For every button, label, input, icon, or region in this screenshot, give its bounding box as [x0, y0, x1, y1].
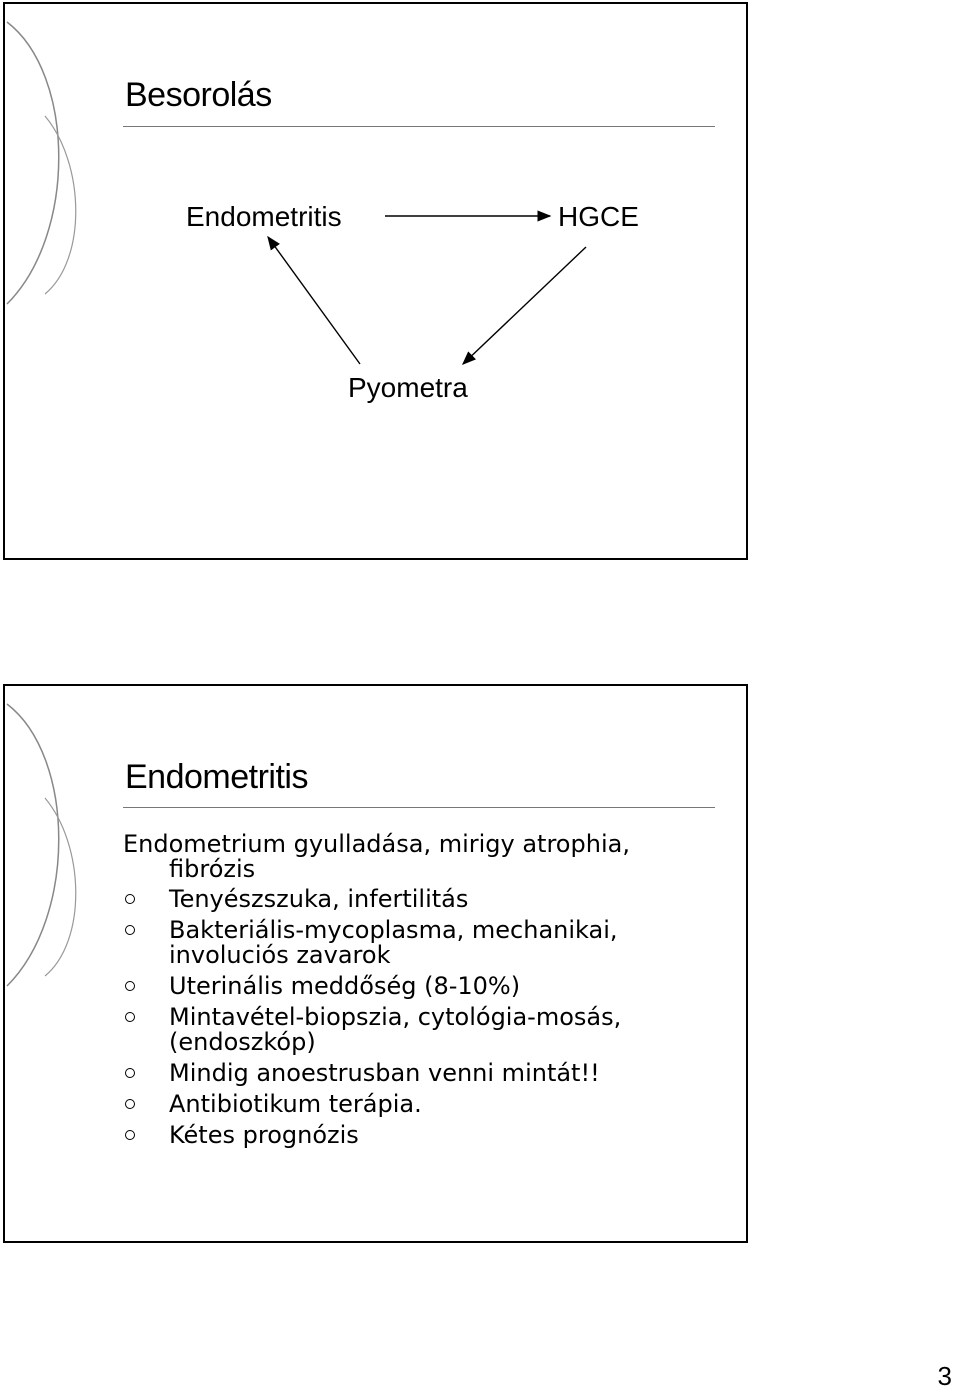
slide-title: Endometritis	[125, 758, 308, 796]
circle-bullet-icon	[125, 925, 135, 935]
slide-endometritis	[3, 684, 748, 1243]
circle-bullet-icon	[125, 894, 135, 904]
list-item: Antibiotikum terápia.	[123, 1092, 733, 1117]
list-item: Mindig anoestrusban venni mintát!!	[123, 1061, 733, 1086]
slide-besorolas	[3, 2, 748, 560]
intro-text-cont: fibrózis	[169, 855, 256, 883]
list-item: Bakteriális-mycoplasma, mechanikai, involuciós zavarok	[123, 918, 733, 968]
circle-bullet-icon	[125, 1130, 135, 1140]
intro-text: Endometrium gyulladása, mirigy atrophia,	[123, 830, 630, 858]
list-item: Mintavétel-biopszia, cytológia-mosás, (endoszkóp)	[123, 1005, 733, 1055]
circle-bullet-icon	[125, 1099, 135, 1109]
slide-title: Besorolás	[125, 76, 272, 114]
list-item: Uterinális meddőség (8-10%)	[123, 974, 733, 999]
slide-content	[123, 832, 733, 1154]
page-number: 3	[937, 1361, 952, 1391]
arrow-pyometra-to-endometritis	[268, 237, 360, 364]
title-underline	[123, 807, 715, 808]
decorative-curves	[5, 686, 125, 1006]
bullet-list	[123, 887, 733, 1148]
diagram-arrows	[5, 4, 748, 560]
node-pyometra: Pyometra	[348, 372, 468, 403]
circle-bullet-icon	[125, 981, 135, 991]
arrow-hgce-to-pyometra	[463, 247, 586, 364]
node-hgce: HGCE	[558, 201, 639, 232]
node-endometritis: Endometritis	[186, 201, 342, 232]
list-item: Tenyészszuka, infertilitás	[123, 887, 733, 912]
intro-line	[123, 832, 733, 882]
list-item: Kétes prognózis	[123, 1123, 733, 1148]
circle-bullet-icon	[125, 1068, 135, 1078]
circle-bullet-icon	[125, 1012, 135, 1022]
